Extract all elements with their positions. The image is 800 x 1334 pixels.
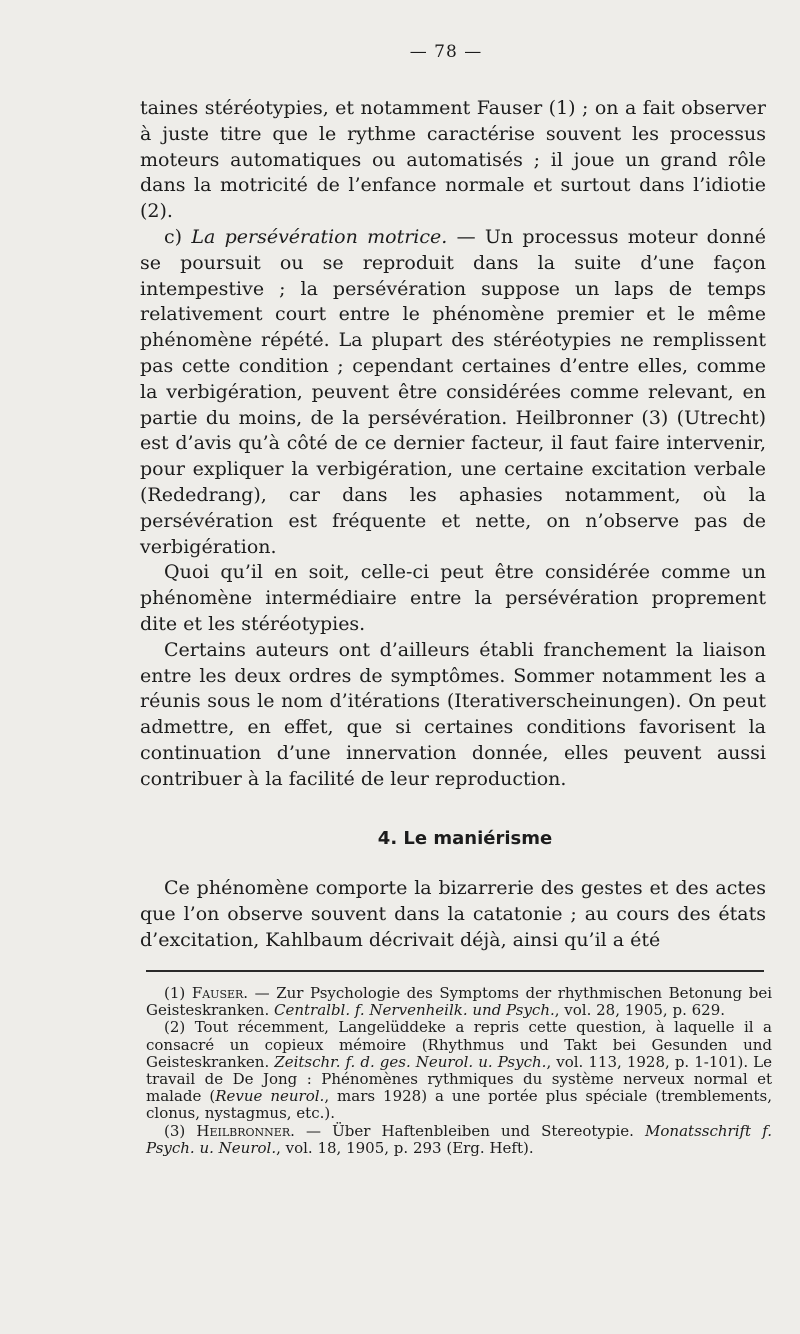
footnote-3-journal: Monatsschrift f. Psych. u. Neurol.	[146, 1121, 772, 1157]
footnote-3-text: — Über Haftenbleiben und Stereotypie.	[294, 1121, 646, 1140]
footnote-2	[146, 1019, 772, 1122]
subsection-c-title: La persévération motrice.	[191, 225, 448, 248]
footnote-2-text-b: , vol. 113, 1928, p. 1-101). Le travail de De Jong : Phénomènes rythmiques du système nerveux normal et malade (	[146, 1052, 773, 1106]
section-body	[140, 876, 766, 953]
subsection-c-label: c)	[164, 225, 183, 248]
subsection-c-text: — Un processus moteur donné se poursuit ou se reproduit dans la suite d’une façon intempestive ; la persévération suppose un laps de temps relativement court entre le phénomène premier et le même phénomène répété. La plupart des stéréotypies ne remplissent pas cette condition ; cependant certaines d’entre elles, comme la verbigération, peuvent être considérées comme relevant, en partie du moins, de la persévération. Heilbronner (3) (Utrecht) est d’avis qu’à côté de ce dernier facteur, il faut faire intervenir, pour expliquer la verbigération, une certaine excitation verbale (Rededrang), car dans les aphasies notamment, où la persévération est fréquente et nette, on n’observe pas de verbigération.	[140, 225, 767, 558]
footnote-3	[146, 1123, 772, 1157]
footnote-2-text-c: , mars 1928) a une portée plus spéciale (tremblements, clonus, nystagmus, etc.).	[146, 1087, 772, 1123]
footnote-1-number: (1)	[164, 984, 186, 1002]
footnote-1-text: — Zur Psychologie des Symptoms der rhythmischen Betonung bei Geisteskranken.	[146, 984, 772, 1020]
footnote-1-journal: Centralbl. f. Nervenheilk. und Psych.	[273, 1001, 555, 1020]
footnote-1-author: Fauser.	[191, 984, 249, 1002]
footnote-3-number: (3)	[164, 1121, 186, 1140]
paragraph-continued: taines stéréotypies, et notamment Fauser (1) ; on a fait observer à juste titre que le rythme caractérise souvent les processus moteurs automatiques ou automatisés ; il joue un grand rôle dans la motricité de l’enfance normale et surtout dans l’idiotie (2).	[140, 97, 766, 223]
paragraph-certains: Certains auteurs ont d’ailleurs établi franchement la liaison entre les deux ordres de symptômes. Sommer notamment les a réunis sous le nom d’itérations (Iterativerscheinungen). On peut admettre, en effet, que si certaines conditions favorisent la continuation d’une innervation donnée, elles peuvent aussi contribuer à la facilité de leur reproduction.	[140, 638, 766, 790]
footnotes	[146, 985, 772, 1157]
footnote-1	[146, 985, 772, 1019]
section-title: 4. Le maniérisme	[377, 828, 553, 849]
footnote-2-journal-a: Zeitschr. f. d. ges. Neurol. u. Psych.	[274, 1052, 547, 1071]
footnote-1-tail: , vol. 28, 1905, p. 629.	[554, 1001, 726, 1020]
page-number: — 78 —	[409, 42, 483, 62]
footnote-3-author: Heilbronner.	[196, 1121, 295, 1140]
footnote-divider	[146, 970, 764, 972]
main-text	[140, 96, 766, 793]
footnote-2-number: (2)	[164, 1018, 186, 1037]
paragraph-quoi: Quoi qu’il en soit, celle-ci peut être considérée comme un phénomène intermédiaire entre la persévération proprement dite et les stéréotypies.	[140, 561, 766, 635]
footnote-2-text-a: Tout récemment, Langelüddeke a repris cette question, à laquelle il a consacré un copieux mémoire (Rhythmus und Takt bei Gesunden und Geisteskranken.	[146, 1018, 772, 1071]
footnote-3-tail: , vol. 18, 1905, p. 293 (Erg. Heft).	[276, 1138, 534, 1157]
paragraph-maniérisme: Ce phénomène comporte la bizarrerie des gestes et des actes que l’on observe souvent dans la catatonie ; au cours des états d’excitation, Kahlbaum décrivait déjà, ainsi qu’il a été	[140, 877, 766, 951]
subsection-c	[140, 225, 766, 560]
footnote-2-journal-b: Revue neurol.	[215, 1087, 325, 1106]
